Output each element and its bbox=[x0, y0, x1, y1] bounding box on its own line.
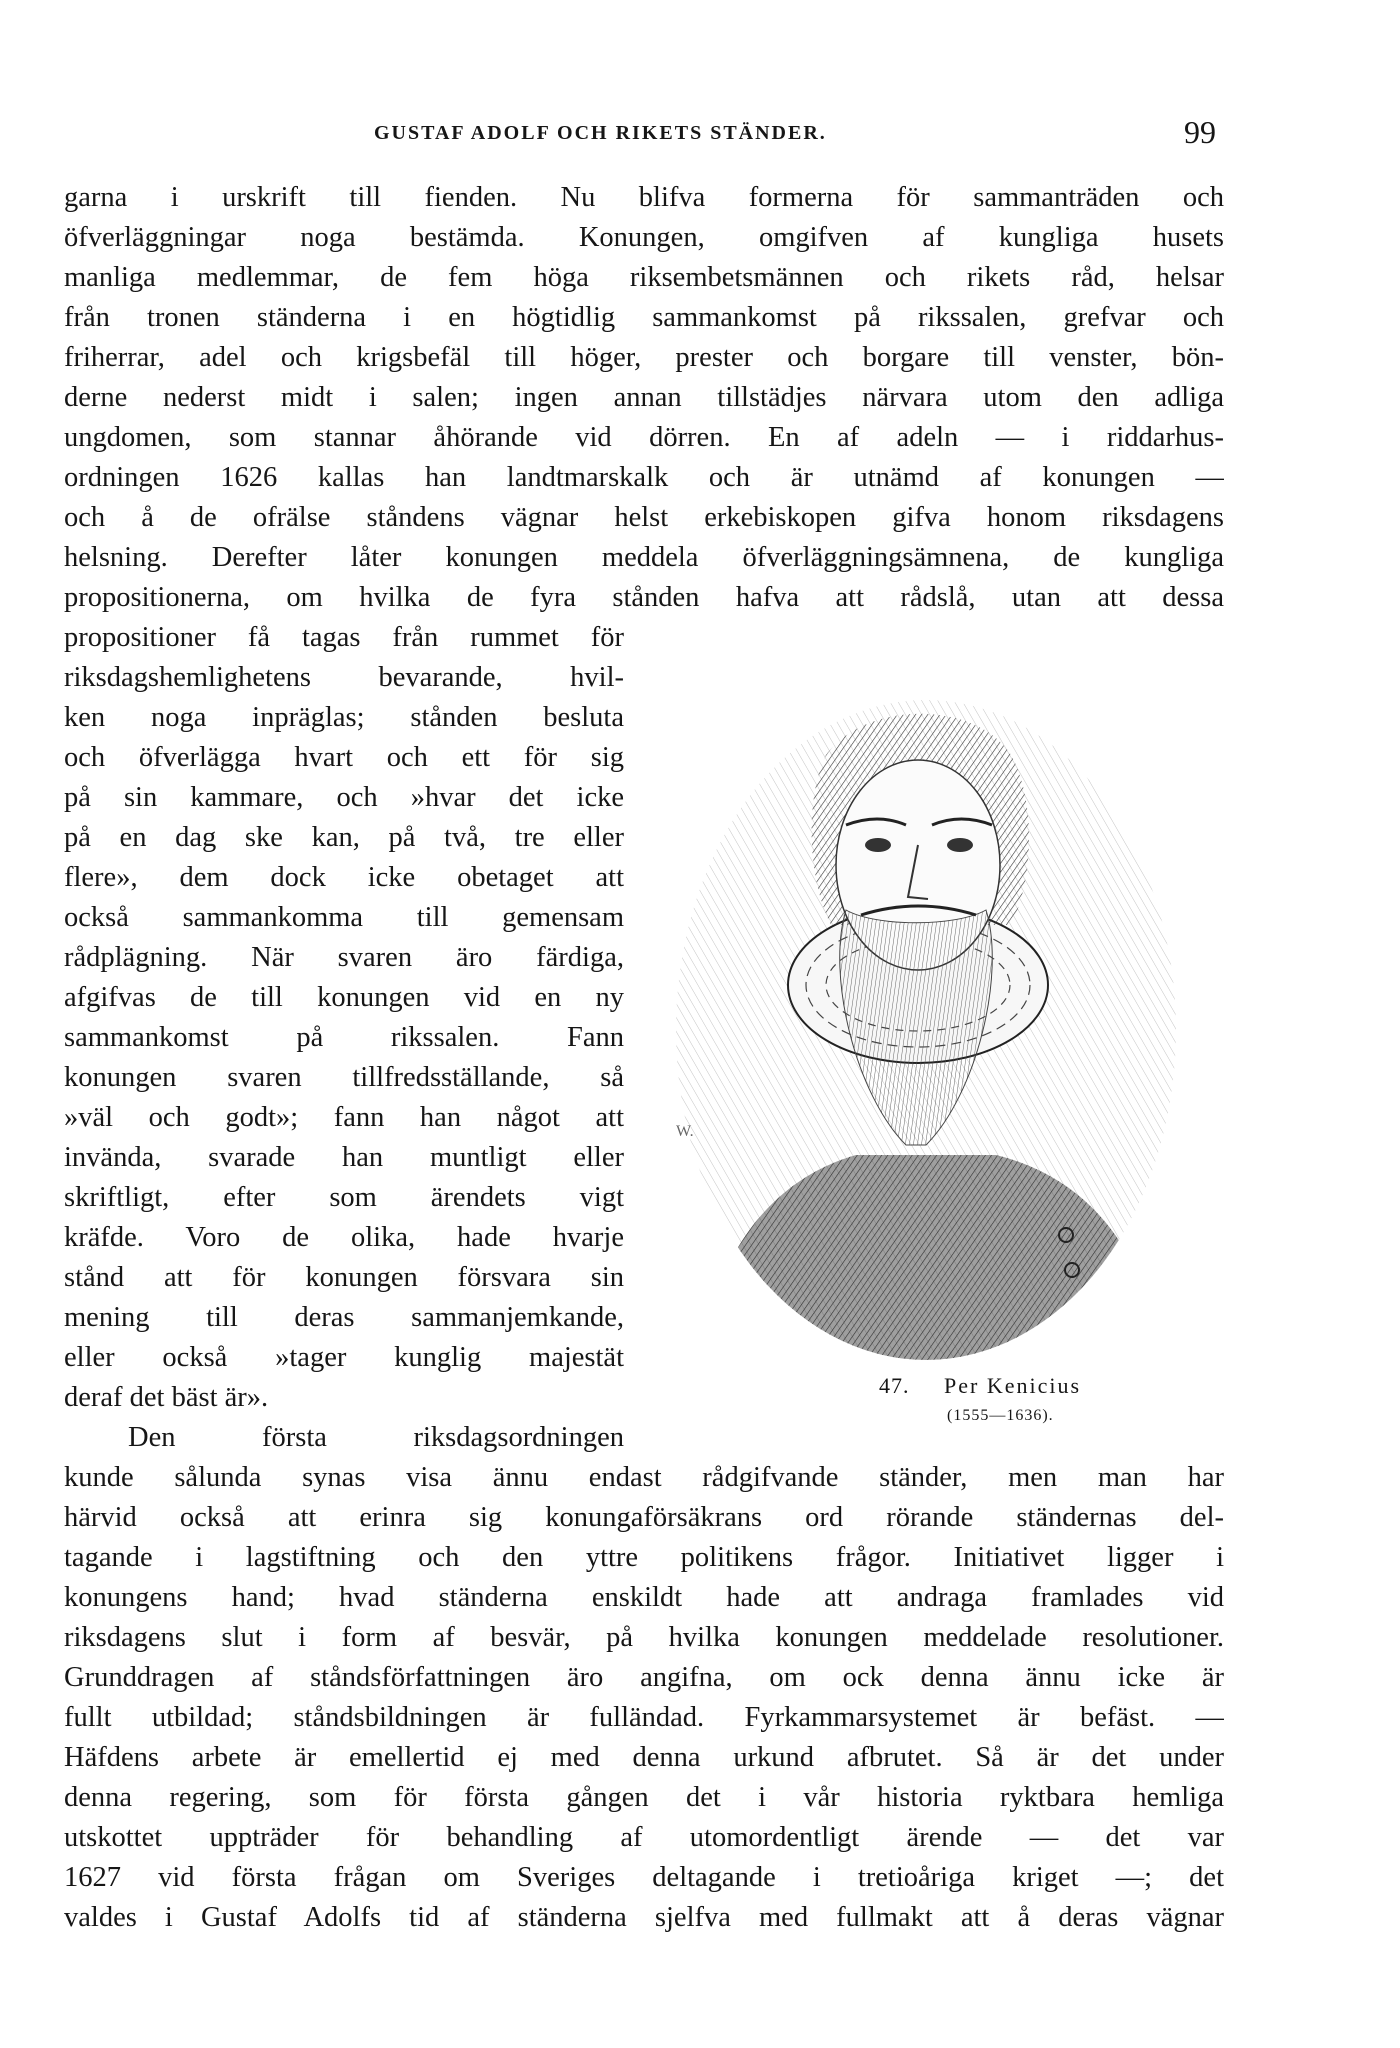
text-line: helsning. Derefter låter konungen meddela öfverläggningsämnena, de kungliga bbox=[64, 542, 1224, 573]
text-line: garna i urskrift till fienden. Nu blifva formerna för sammanträden och bbox=[64, 182, 1224, 213]
running-head bbox=[64, 116, 1224, 156]
text-line: också sammankomma till gemensam bbox=[64, 902, 624, 933]
text-line: deraf det bäst är». bbox=[64, 1382, 269, 1413]
figure-caption-name: Per Kenicius bbox=[944, 1373, 1082, 1398]
text-line: flere», dem dock icke obetaget att bbox=[64, 862, 624, 893]
text-line: Häfdens arbete är emellertid ej med denna urkund afbrutet. Så är det under bbox=[64, 1742, 1224, 1773]
text-line: konungens hand; hvad ständerna enskildt hade att andraga framlades vid bbox=[64, 1582, 1224, 1613]
text-line: invända, svarade han muntligt eller bbox=[64, 1142, 624, 1173]
figure-number: 47. bbox=[879, 1373, 910, 1398]
text-line: manliga medlemmar, de fem höga riksembetsmännen och rikets råd, helsar bbox=[64, 262, 1224, 293]
text-line: propositioner få tagas från rummet för bbox=[64, 622, 624, 653]
text-line: Grunddragen af ståndsförfattningen äro angifna, om ock denna ännu icke är bbox=[64, 1662, 1224, 1693]
text-line: kunde sålunda synas visa ännu endast rådgifvande ständer, men man har bbox=[64, 1462, 1224, 1493]
text-line: propositionerna, om hvilka de fyra stånden hafva att rådslå, utan att dessa bbox=[64, 582, 1224, 613]
text-line: från tronen ständerna i en högtidlig sammankomst på rikssalen, grefvar och bbox=[64, 302, 1224, 333]
text-line: rådplägning. När svaren äro färdiga, bbox=[64, 942, 624, 973]
figure-caption-dates: (1555—1636). bbox=[947, 1407, 1054, 1424]
text-line: fullt utbildad; ståndsbildningen är fulländad. Fyrkammarsystemet är befäst. — bbox=[64, 1702, 1224, 1733]
text-line: tagande i lagstiftning och den yttre politikens frågor. Initiativet ligger i bbox=[64, 1542, 1224, 1573]
text-line: friherrar, adel och krigsbefäl till höger, prester och borgare till venster, bön- bbox=[64, 342, 1224, 373]
coat-button bbox=[1069, 1298, 1083, 1312]
text-line: sammankomst på rikssalen. Fann bbox=[64, 1022, 624, 1053]
text-line: riksdagshemlighetens bevarande, hvil- bbox=[64, 662, 624, 693]
text-line: denna regering, som för första gången det i vår historia ryktbara hemliga bbox=[64, 1782, 1224, 1813]
text-line: ordningen 1626 kallas han landtmarskalk och är utnämd af konungen — bbox=[64, 462, 1224, 493]
text-line: på en dag ske kan, på två, tre eller bbox=[64, 822, 624, 853]
text-line: 1627 vid första frågan om Sveriges deltagande i tretioåriga kriget —; det bbox=[64, 1862, 1224, 1893]
book-page bbox=[64, 110, 1224, 1990]
text-line: på sin kammare, och »hvar det icke bbox=[64, 782, 624, 813]
text-line: och å de ofrälse ståndens vägnar helst erkebiskopen gifva honom riksdagens bbox=[64, 502, 1224, 533]
text-line: ungdomen, som stannar åhörande vid dörren. En af adeln — i riddarhus- bbox=[64, 422, 1224, 453]
text-line: utskottet uppträder för behandling af utomordentligt ärende — det var bbox=[64, 1822, 1224, 1853]
text-line: valdes i Gustaf Adolfs tid af ständerna sjelfva med fullmakt att å deras vägnar bbox=[64, 1902, 1224, 1933]
text-line: och öfverlägga hvart och ett för sig bbox=[64, 742, 624, 773]
right-eye bbox=[947, 838, 973, 852]
portrait-figure bbox=[656, 675, 1224, 1385]
text-line: stånd att för konungen försvara sin bbox=[64, 1262, 624, 1293]
text-line: eller också »tager kunglig majestät bbox=[64, 1342, 624, 1373]
text-line: skriftligt, efter som ärendets vigt bbox=[64, 1182, 624, 1213]
coat-button bbox=[1073, 1333, 1087, 1347]
text-line: derne nederst midt i salen; ingen annan tillstädjes närvara utom den adliga bbox=[64, 382, 1224, 413]
running-title: GUSTAF ADOLF OCH RIKETS STÄNDER. bbox=[374, 122, 827, 144]
text-line: konungen svaren tillfredsställande, så bbox=[64, 1062, 624, 1093]
text-line: öfverläggningar noga bestämda. Konungen, omgifven af kungliga husets bbox=[64, 222, 1224, 253]
text-line: mening till deras sammanjemkande, bbox=[64, 1302, 624, 1333]
text-line: riksdagens slut i form af besvär, på hvilka konungen meddelade resolutioner. bbox=[64, 1622, 1224, 1653]
text-line: kräfde. Voro de olika, hade hvarje bbox=[64, 1222, 624, 1253]
text-line: »väl och godt»; fann han något att bbox=[64, 1102, 624, 1133]
text-line: ken noga inpräglas; stånden besluta bbox=[64, 702, 624, 733]
portrait-engraving bbox=[656, 675, 1224, 1385]
text-line: afgifvas de till konungen vid en ny bbox=[64, 982, 624, 1013]
text-line: härvid också att erinra sig konungaförsäkrans ord rörande ständernas del- bbox=[64, 1502, 1224, 1533]
text-line: Den första riksdagsordningen bbox=[128, 1422, 624, 1453]
engraver-mark: W. bbox=[676, 1123, 694, 1140]
page-number: 99 bbox=[1184, 114, 1216, 150]
left-eye bbox=[865, 838, 891, 852]
